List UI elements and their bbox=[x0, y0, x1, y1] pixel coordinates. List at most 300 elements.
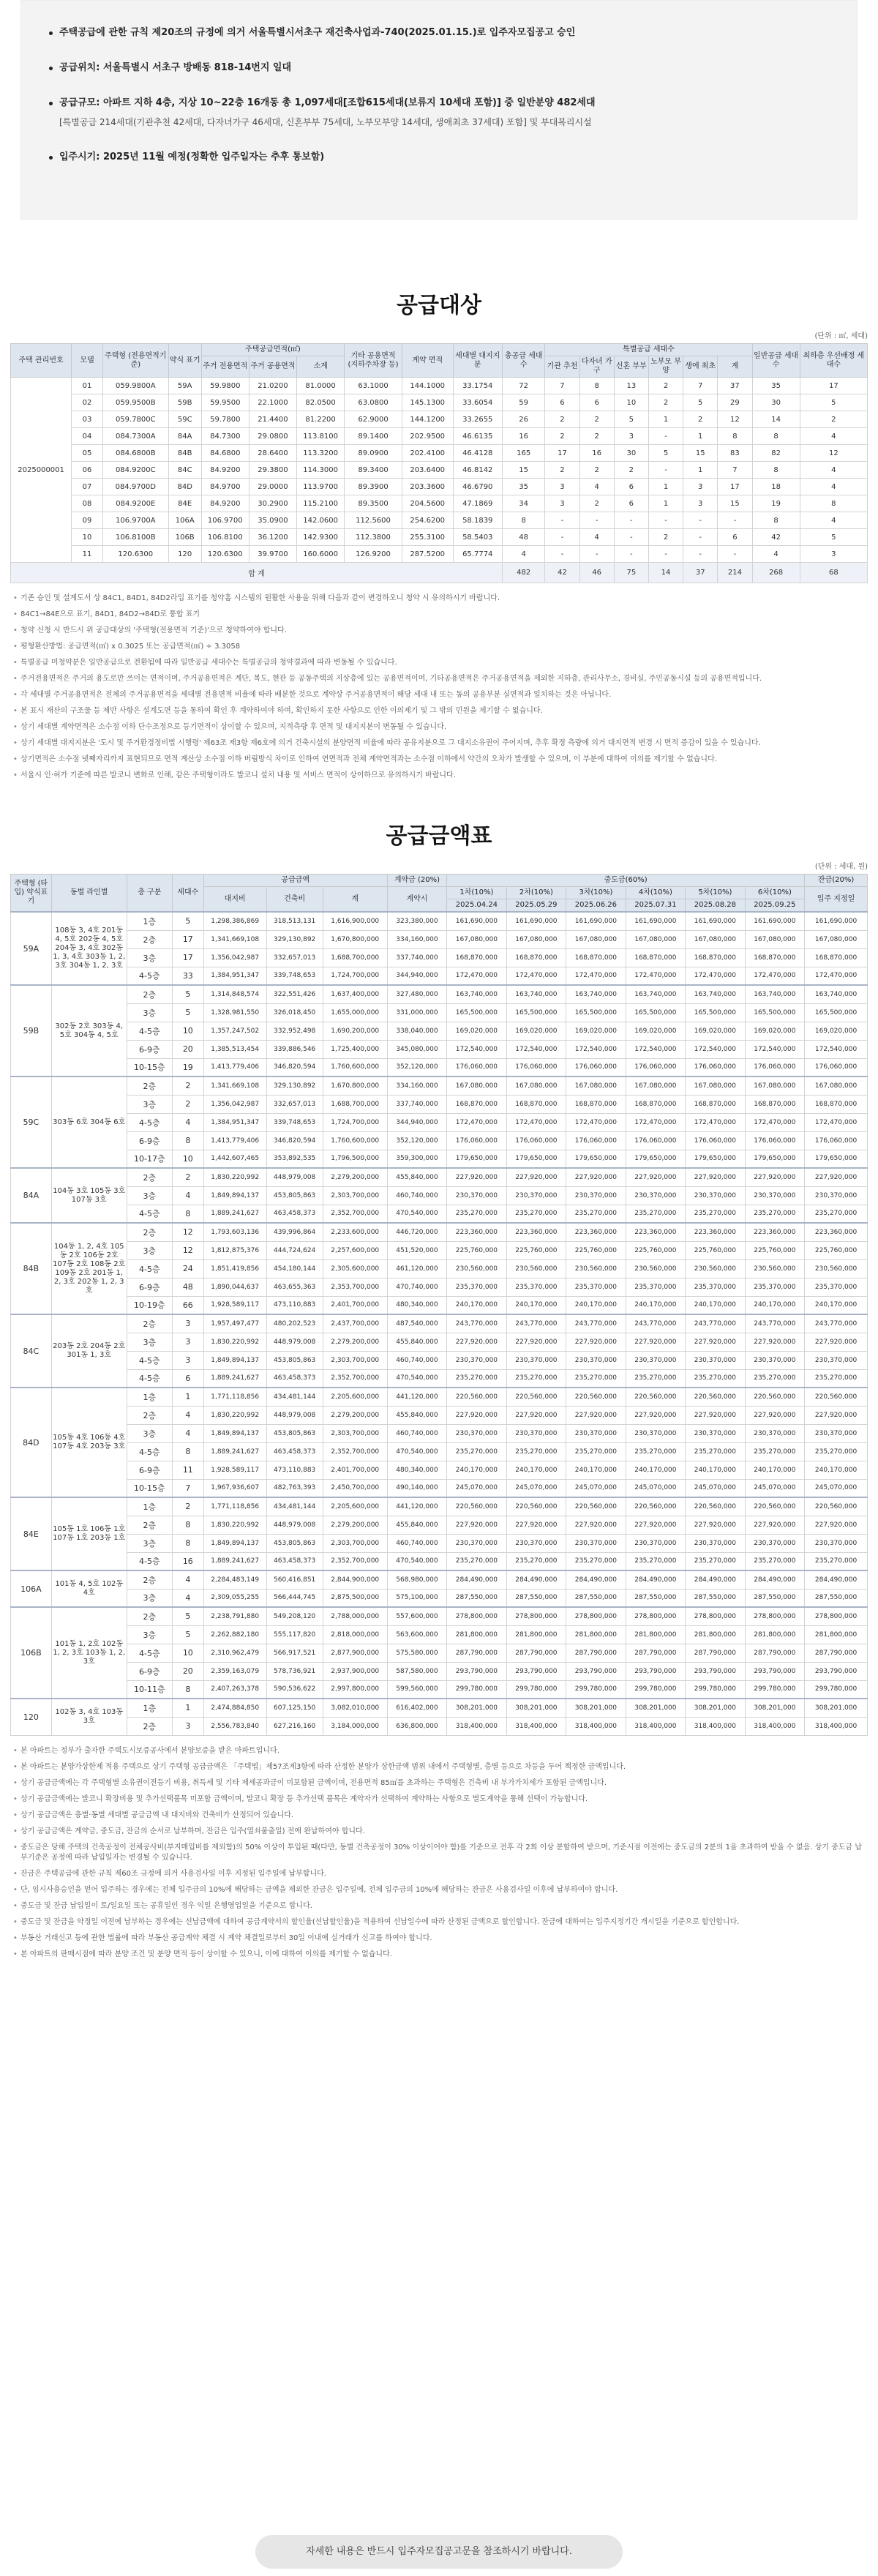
installment-cell: 245,070,000 bbox=[686, 1479, 745, 1497]
installment-cell: 169,020,000 bbox=[447, 1022, 506, 1040]
table-cell: 4 bbox=[579, 479, 614, 495]
installment-cell: 161,690,000 bbox=[447, 912, 506, 930]
table-cell: 1 bbox=[172, 1388, 203, 1406]
table-cell: 473,110,883 bbox=[266, 1296, 323, 1314]
installment-cell: 299,780,000 bbox=[626, 1680, 685, 1699]
table-cell: 4-5층 bbox=[127, 1552, 172, 1570]
table-cell: 15 bbox=[502, 462, 544, 479]
table-cell: 126.9200 bbox=[345, 546, 402, 563]
installment-cell: 235,370,000 bbox=[506, 1278, 566, 1296]
table-cell: 115.2100 bbox=[297, 495, 345, 512]
table-cell: 454,180,144 bbox=[266, 1259, 323, 1278]
col-building: 건축비 bbox=[266, 887, 323, 913]
table-cell: 1,849,894,137 bbox=[203, 1534, 266, 1552]
table-row bbox=[11, 1479, 868, 1497]
installment-cell: 284,490,000 bbox=[566, 1570, 626, 1589]
table-cell: 2,401,700,000 bbox=[323, 1461, 387, 1479]
table-cell: 18 bbox=[752, 479, 800, 495]
installment-cell: 230,370,000 bbox=[745, 1534, 805, 1552]
installment-cell: 243,770,000 bbox=[745, 1314, 805, 1333]
installment-cell: 168,870,000 bbox=[686, 948, 745, 967]
table-cell: 4 bbox=[579, 529, 614, 546]
dong-cell: 203동 2호 204동 2호 301동 1, 3호 bbox=[51, 1314, 127, 1388]
installment-cell: 287,790,000 bbox=[805, 1644, 868, 1662]
table-cell: 1,760,600,000 bbox=[323, 1131, 387, 1150]
installment-cell: 176,060,000 bbox=[506, 1131, 566, 1150]
table-cell: 2 bbox=[172, 1077, 203, 1095]
installment-cell: 287,790,000 bbox=[686, 1644, 745, 1662]
table-row bbox=[11, 1625, 868, 1644]
installment-cell: 245,070,000 bbox=[805, 1479, 868, 1497]
table-cell: 144.1200 bbox=[402, 411, 453, 428]
col-mid-date-5: 2025.08.28 bbox=[686, 899, 745, 913]
installment-cell: 235,370,000 bbox=[566, 1278, 626, 1296]
table-cell: 1,830,220,992 bbox=[203, 1406, 266, 1424]
installment-cell: 235,270,000 bbox=[805, 1369, 868, 1388]
table-row bbox=[11, 1644, 868, 1662]
table-cell: 568,980,000 bbox=[387, 1570, 446, 1589]
col-mid-date-6: 2025.09.25 bbox=[745, 899, 805, 913]
table-cell: - bbox=[614, 512, 648, 529]
installment-cell: 230,370,000 bbox=[506, 1351, 566, 1369]
table-cell: 4 bbox=[172, 1186, 203, 1205]
installment-cell: 240,170,000 bbox=[686, 1461, 745, 1479]
installment-cell: 293,790,000 bbox=[686, 1662, 745, 1680]
installment-cell: 220,560,000 bbox=[745, 1497, 805, 1516]
table-cell: 470,540,000 bbox=[387, 1552, 446, 1570]
installment-cell: 220,560,000 bbox=[686, 1497, 745, 1516]
footer-notice: 자세한 내용은 반드시 입주자모집공고문을 참조하시기 바랍니다. bbox=[255, 2535, 623, 2569]
table-cell: 463,458,373 bbox=[266, 1442, 323, 1461]
table-cell: 3 bbox=[683, 495, 718, 512]
table-cell: 4 bbox=[172, 1406, 203, 1424]
installment-cell: 167,080,000 bbox=[686, 930, 745, 948]
installment-cell: 161,690,000 bbox=[805, 912, 868, 930]
table-cell: 470,540,000 bbox=[387, 1442, 446, 1461]
table-cell: - bbox=[545, 512, 579, 529]
installment-cell: 227,920,000 bbox=[805, 1333, 868, 1351]
table-cell: 33.1754 bbox=[453, 378, 502, 394]
table-row bbox=[11, 1680, 868, 1699]
installment-cell: 284,490,000 bbox=[686, 1570, 745, 1589]
installment-cell: 245,070,000 bbox=[566, 1479, 626, 1497]
table-cell: 059.7800C bbox=[102, 411, 168, 428]
table-cell: 4 bbox=[502, 546, 544, 563]
installment-cell: 227,920,000 bbox=[745, 1516, 805, 1534]
table-cell: 2,205,600,000 bbox=[323, 1388, 387, 1406]
table-cell: 2,875,500,000 bbox=[323, 1589, 387, 1607]
table-cell: 2층 bbox=[127, 930, 172, 948]
table-cell: 120.6300 bbox=[201, 546, 249, 563]
table-cell: 05 bbox=[72, 445, 103, 462]
table-cell: 2,303,700,000 bbox=[323, 1424, 387, 1442]
col-dong: 동별 라인별 bbox=[51, 875, 127, 913]
installment-cell: 299,780,000 bbox=[447, 1680, 506, 1699]
table-cell: 453,805,863 bbox=[266, 1534, 323, 1552]
installment-cell: 245,070,000 bbox=[447, 1479, 506, 1497]
table-cell: 46.8142 bbox=[453, 462, 502, 479]
installment-cell: 235,270,000 bbox=[447, 1369, 506, 1388]
table-cell: 2,401,700,000 bbox=[323, 1296, 387, 1314]
table-cell: 480,340,000 bbox=[387, 1461, 446, 1479]
installment-cell: 163,740,000 bbox=[686, 985, 745, 1003]
table-cell: 1,356,042,987 bbox=[203, 1095, 266, 1113]
table-cell: 8 bbox=[172, 1680, 203, 1699]
installment-cell: 235,370,000 bbox=[626, 1278, 685, 1296]
table-cell: 326,018,450 bbox=[266, 1003, 323, 1022]
note-item: • 84C1→84E으로 표기, 84D1, 84D2→84D로 통합 표기 bbox=[12, 610, 866, 620]
table-cell: 8 bbox=[502, 512, 544, 529]
table-cell: 46.4128 bbox=[453, 445, 502, 462]
table-cell: 1,796,500,000 bbox=[323, 1150, 387, 1168]
table-cell: 332,657,013 bbox=[266, 1095, 323, 1113]
table-cell: 12 bbox=[718, 411, 752, 428]
table-cell: 329,130,892 bbox=[266, 930, 323, 948]
installment-cell: 243,770,000 bbox=[805, 1314, 868, 1333]
table-cell: 6-9층 bbox=[127, 1461, 172, 1479]
table-row bbox=[11, 1113, 868, 1131]
table-cell: 8 bbox=[172, 1205, 203, 1223]
installment-cell: 235,270,000 bbox=[566, 1369, 626, 1388]
installment-cell: 220,560,000 bbox=[447, 1497, 506, 1516]
installment-cell: 220,560,000 bbox=[805, 1497, 868, 1516]
table-cell: 59.9800 bbox=[201, 378, 249, 394]
table-cell: - bbox=[648, 428, 683, 445]
dong-cell: 105동 4호 106동 4호 107동 4호 203동 3호 bbox=[51, 1388, 127, 1497]
table-cell: 83 bbox=[718, 445, 752, 462]
installment-cell: 220,560,000 bbox=[506, 1497, 566, 1516]
table-cell: 5 bbox=[648, 445, 683, 462]
installment-cell: 243,770,000 bbox=[566, 1314, 626, 1333]
table-cell: 1,384,951,347 bbox=[203, 1113, 266, 1131]
table-cell: 04 bbox=[72, 428, 103, 445]
table-row bbox=[11, 1589, 868, 1607]
price-notes bbox=[12, 1746, 866, 1960]
table-cell: 120.6300 bbox=[102, 546, 168, 563]
installment-cell: 220,560,000 bbox=[566, 1388, 626, 1406]
table-cell: 3층 bbox=[127, 1333, 172, 1351]
note-item: • 상기 세대별 대지지분은 '도시 및 주거환경정비법 시행령' 제63조 제3항 제6호에 의거 건축시설의 분양면적 비율에 따라 공유지분으로 그 대지소유권이 주어지며, 추후 확정 측량에 의거 대지면적 변경 시 면적 증감이 있을 수 있습니다. bbox=[12, 738, 866, 749]
table-cell: 5 bbox=[172, 985, 203, 1003]
installment-cell: 179,650,000 bbox=[805, 1150, 868, 1168]
table-cell: 15 bbox=[683, 445, 718, 462]
installment-cell: 278,800,000 bbox=[805, 1607, 868, 1625]
installment-cell: 167,080,000 bbox=[686, 1077, 745, 1095]
table-cell: 2,937,900,000 bbox=[323, 1662, 387, 1680]
col-balance: 입주 지정일 bbox=[805, 887, 868, 913]
table-cell: 3 bbox=[172, 1351, 203, 1369]
table-cell: 6 bbox=[718, 529, 752, 546]
table-cell: 1,889,241,627 bbox=[203, 1205, 266, 1223]
installment-cell: 287,550,000 bbox=[626, 1589, 685, 1607]
table-cell: 2,353,700,000 bbox=[323, 1278, 387, 1296]
table-cell: 07 bbox=[72, 479, 103, 495]
table-row bbox=[11, 1699, 868, 1717]
installment-cell: 227,920,000 bbox=[805, 1406, 868, 1424]
table-cell: 82 bbox=[752, 445, 800, 462]
table-cell: 2,262,882,180 bbox=[203, 1625, 266, 1644]
table-cell: 4-5층 bbox=[127, 1205, 172, 1223]
table-cell: 1,889,241,627 bbox=[203, 1369, 266, 1388]
installment-cell: 293,790,000 bbox=[626, 1662, 685, 1680]
installment-cell: 176,060,000 bbox=[566, 1058, 626, 1077]
installment-cell: 172,470,000 bbox=[805, 1113, 868, 1131]
table-cell: 120 bbox=[168, 546, 201, 563]
installment-cell: 230,370,000 bbox=[745, 1186, 805, 1205]
table-cell: 1,341,669,108 bbox=[203, 1077, 266, 1095]
installment-cell: 235,270,000 bbox=[745, 1442, 805, 1461]
installment-cell: 308,201,000 bbox=[506, 1699, 566, 1717]
price-unit: (단위 : 세대, 원) bbox=[814, 863, 868, 871]
table-cell: 89.3900 bbox=[345, 479, 402, 495]
installment-cell: 235,270,000 bbox=[745, 1552, 805, 1570]
col-mid-date-3: 2025.06.26 bbox=[566, 899, 626, 913]
table-cell: 480,202,523 bbox=[266, 1314, 323, 1333]
installment-cell: 176,060,000 bbox=[686, 1058, 745, 1077]
table-cell: 5 bbox=[172, 912, 203, 930]
installment-cell: 227,920,000 bbox=[626, 1168, 685, 1186]
table-cell: 84A bbox=[168, 428, 201, 445]
col-deposit: 계약시 bbox=[387, 887, 446, 913]
table-cell: 203.6400 bbox=[402, 462, 453, 479]
table-cell: 11 bbox=[72, 546, 103, 563]
installment-cell: 223,360,000 bbox=[745, 1223, 805, 1241]
table-row bbox=[11, 411, 868, 428]
installment-cell: 243,770,000 bbox=[506, 1314, 566, 1333]
table-cell: 29 bbox=[718, 394, 752, 411]
table-cell: 3 bbox=[172, 1717, 203, 1735]
table-cell: 1,849,894,137 bbox=[203, 1186, 266, 1205]
table-cell: 59C bbox=[168, 411, 201, 428]
col-mid-2: 2차(10%) bbox=[506, 887, 566, 899]
table-cell: - bbox=[718, 512, 752, 529]
table-cell: 4-5층 bbox=[127, 1351, 172, 1369]
table-cell: 48 bbox=[172, 1278, 203, 1296]
table-row bbox=[11, 378, 868, 394]
table-cell: 3,082,010,000 bbox=[323, 1699, 387, 1717]
table-cell: 463,458,373 bbox=[266, 1552, 323, 1570]
table-row bbox=[11, 1424, 868, 1442]
table-cell: 16 bbox=[172, 1552, 203, 1570]
table-cell: 1,928,589,117 bbox=[203, 1461, 266, 1479]
table-cell: 84B bbox=[168, 445, 201, 462]
installment-cell: 235,270,000 bbox=[566, 1442, 626, 1461]
table-cell: 2,877,900,000 bbox=[323, 1644, 387, 1662]
table-cell: 112.3800 bbox=[345, 529, 402, 546]
table-cell: 463,458,373 bbox=[266, 1369, 323, 1388]
installment-cell: 235,270,000 bbox=[686, 1442, 745, 1461]
table-cell: 3층 bbox=[127, 1534, 172, 1552]
table-cell: 10-19층 bbox=[127, 1296, 172, 1314]
table-cell: 2,309,055,255 bbox=[203, 1589, 266, 1607]
table-cell: 2,844,900,000 bbox=[323, 1570, 387, 1589]
note-item: • 기존 승인 및 설계도서 상 84C1, 84D1, 84D2라입 표기를 청약홈 시스템의 원활한 사용을 위해 다음과 같이 변경하오니 청약 시 유의하시기 바랍니다. bbox=[12, 594, 866, 604]
installment-cell: 168,870,000 bbox=[506, 1095, 566, 1113]
col-common: 주거 공용면적 bbox=[249, 356, 296, 378]
table-cell: 144.1000 bbox=[402, 378, 453, 394]
installment-cell: 176,060,000 bbox=[805, 1131, 868, 1150]
table-cell: 19 bbox=[752, 495, 800, 512]
table-cell: 455,840,000 bbox=[387, 1168, 446, 1186]
table-cell: 84.7300 bbox=[201, 428, 249, 445]
total-cell: 214 bbox=[718, 563, 752, 583]
installment-cell: 172,470,000 bbox=[626, 1113, 685, 1131]
installment-cell: 240,170,000 bbox=[506, 1461, 566, 1479]
installment-cell: 167,080,000 bbox=[506, 1077, 566, 1095]
table-cell: 084.6800B bbox=[102, 445, 168, 462]
table-cell: 453,805,863 bbox=[266, 1424, 323, 1442]
table-cell: 345,080,000 bbox=[387, 1040, 446, 1058]
table-cell: 5 bbox=[614, 411, 648, 428]
installment-cell: 165,500,000 bbox=[686, 1003, 745, 1022]
table-cell: 1,967,936,607 bbox=[203, 1479, 266, 1497]
table-cell: 1,812,875,376 bbox=[203, 1241, 266, 1259]
note-item: • 상기 공급금액은 계약금, 중도금, 잔금의 순서로 납부하며, 잔금은 입주(열쇠불출일) 전에 완납하여야 합니다. bbox=[12, 1827, 866, 1837]
table-cell: 7 bbox=[172, 1479, 203, 1497]
installment-cell: 227,920,000 bbox=[566, 1168, 626, 1186]
table-cell: 8 bbox=[752, 462, 800, 479]
table-cell: 352,120,000 bbox=[387, 1131, 446, 1150]
col-first: 생애 최초 bbox=[683, 356, 718, 378]
table-cell: 339,748,653 bbox=[266, 967, 323, 985]
installment-cell: 163,740,000 bbox=[626, 985, 685, 1003]
table-cell: 10 bbox=[172, 1150, 203, 1168]
table-row bbox=[11, 1369, 868, 1388]
installment-cell: 235,270,000 bbox=[626, 1552, 685, 1570]
installment-cell: 230,370,000 bbox=[745, 1424, 805, 1442]
table-cell: 352,120,000 bbox=[387, 1058, 446, 1077]
dong-cell: 302동 2호 303동 4, 5호 304동 4, 5호 bbox=[51, 985, 127, 1077]
table-cell: - bbox=[579, 512, 614, 529]
installment-cell: 225,760,000 bbox=[626, 1241, 685, 1259]
col-abbr: 약식 표기 bbox=[168, 344, 201, 378]
table-cell: 4 bbox=[800, 479, 867, 495]
installment-cell: 287,550,000 bbox=[566, 1589, 626, 1607]
installment-cell: 235,270,000 bbox=[626, 1205, 685, 1223]
installment-cell: 168,870,000 bbox=[566, 1095, 626, 1113]
table-cell: 323,380,000 bbox=[387, 912, 446, 930]
table-cell: 4-5층 bbox=[127, 967, 172, 985]
table-cell: 337,740,000 bbox=[387, 1095, 446, 1113]
installment-cell: 318,400,000 bbox=[626, 1717, 685, 1735]
table-cell: 318,513,131 bbox=[266, 912, 323, 930]
note-item: • 평형환산방법: 공급면적(㎡) x 0.3025 또는 공급면적(㎡) ÷ 3.3058 bbox=[12, 642, 866, 652]
note-item: • 각 세대별 주거공용면적은 전체의 주거공용면적을 세대별 전용면적 비율에 따라 배분한 것으로 계약상 주거공용면적이 해당 세대 내 또는 동의 공용부분 실면적과 일치하는 것은 아닙니다. bbox=[12, 690, 866, 700]
table-cell: 84.9200 bbox=[201, 495, 249, 512]
installment-cell: 318,400,000 bbox=[805, 1717, 868, 1735]
table-cell: 1,889,241,627 bbox=[203, 1552, 266, 1570]
table-cell: 490,140,000 bbox=[387, 1479, 446, 1497]
table-cell: 3층 bbox=[127, 1589, 172, 1607]
installment-cell: 230,370,000 bbox=[686, 1424, 745, 1442]
installment-cell: 287,550,000 bbox=[805, 1589, 868, 1607]
table-cell: 463,458,373 bbox=[266, 1205, 323, 1223]
table-cell: 084.9200E bbox=[102, 495, 168, 512]
table-cell: 7 bbox=[545, 378, 579, 394]
table-cell: 3 bbox=[800, 546, 867, 563]
installment-cell: 284,490,000 bbox=[626, 1570, 685, 1589]
total-cell: 14 bbox=[648, 563, 683, 583]
notice-text: 공급규모: 아파트 지하 4층, 지상 10~22층 16개동 총 1,097세대[조합615세대(보류지 10세대 포함)] 중 일반분양 482세대 bbox=[59, 97, 596, 108]
dong-cell: 108동 3, 4호 201동 4, 5호 202동 4, 5호 204동 3, 4호 302동 1, 3, 4호 303동 1, 2, 3호 304동 1, 2, 3호 bbox=[51, 912, 127, 985]
table-cell: 2,205,600,000 bbox=[323, 1497, 387, 1516]
col-model: 모델 bbox=[72, 344, 103, 378]
installment-cell: 168,870,000 bbox=[805, 1095, 868, 1113]
table-cell: 084.9700D bbox=[102, 479, 168, 495]
table-cell: 337,740,000 bbox=[387, 948, 446, 967]
table-cell: 2 bbox=[545, 428, 579, 445]
type-cell: 59A bbox=[11, 912, 52, 985]
installment-cell: 172,470,000 bbox=[686, 967, 745, 985]
table-cell: 35 bbox=[502, 479, 544, 495]
installment-cell: 230,370,000 bbox=[447, 1424, 506, 1442]
table-cell: 84.6800 bbox=[201, 445, 249, 462]
table-cell: 2 bbox=[648, 394, 683, 411]
table-cell: 17 bbox=[172, 930, 203, 948]
installment-cell: 245,070,000 bbox=[626, 1479, 685, 1497]
table-cell: 2,997,800,000 bbox=[323, 1680, 387, 1699]
type-cell: 106A bbox=[11, 1570, 52, 1607]
table-cell: 2,310,962,479 bbox=[203, 1644, 266, 1662]
table-cell: 59.7800 bbox=[201, 411, 249, 428]
installment-cell: 165,500,000 bbox=[506, 1003, 566, 1022]
installment-cell: 287,790,000 bbox=[745, 1644, 805, 1662]
table-cell: 20 bbox=[172, 1040, 203, 1058]
table-cell: 3 bbox=[545, 479, 579, 495]
table-cell: 13 bbox=[614, 378, 648, 394]
table-cell: 106B bbox=[168, 529, 201, 546]
installment-cell: 230,370,000 bbox=[805, 1351, 868, 1369]
col-exclusive: 주거 전용면적 bbox=[201, 356, 249, 378]
table-row bbox=[11, 1534, 868, 1552]
table-cell: 2,279,200,000 bbox=[323, 1168, 387, 1186]
note-item: • 주거전용면적은 주거의 용도로만 쓰이는 면적이며, 주거공용면적은 계단, 복도, 현관 등 공동주택의 지상층에 있는 공용면적이며, 기타공용면적은 주거공용면적을 제외한 지하층, 관리사무소, 경비실, 주민공동시설 등의 공용면적입니다. bbox=[12, 674, 866, 684]
installment-cell: 172,470,000 bbox=[447, 1113, 506, 1131]
table-cell: 2,352,700,000 bbox=[323, 1369, 387, 1388]
installment-cell: 230,370,000 bbox=[686, 1186, 745, 1205]
col-mid-3: 3차(10%) bbox=[566, 887, 626, 899]
installment-cell: 318,400,000 bbox=[447, 1717, 506, 1735]
installment-cell: 230,560,000 bbox=[566, 1259, 626, 1278]
table-cell: 2 bbox=[648, 529, 683, 546]
table-cell: 113.8100 bbox=[297, 428, 345, 445]
installment-cell: 227,920,000 bbox=[686, 1406, 745, 1424]
note-item: • 본 아파트는 정부가 출자한 주택도시보증공사에서 분양보증을 받은 아파트입니다. bbox=[12, 1746, 866, 1756]
table-cell: 1,760,600,000 bbox=[323, 1058, 387, 1077]
table-cell: 334,160,000 bbox=[387, 930, 446, 948]
installment-cell: 240,170,000 bbox=[566, 1296, 626, 1314]
total-cell: 37 bbox=[683, 563, 718, 583]
installment-cell: 172,540,000 bbox=[686, 1040, 745, 1058]
type-cell: 120 bbox=[11, 1699, 52, 1735]
installment-cell: 227,920,000 bbox=[566, 1516, 626, 1534]
table-row bbox=[11, 1241, 868, 1259]
installment-cell: 161,690,000 bbox=[566, 912, 626, 930]
installment-cell: 235,270,000 bbox=[447, 1552, 506, 1570]
installment-cell: 161,690,000 bbox=[506, 912, 566, 930]
table-cell: 17 bbox=[718, 479, 752, 495]
price-title: 공급금액표 bbox=[386, 823, 492, 849]
installment-cell: 308,201,000 bbox=[805, 1699, 868, 1717]
type-cell: 84E bbox=[11, 1497, 52, 1570]
notice-text: 입주시기: 2025년 11월 예정(정확한 입주일자는 추후 통보함) bbox=[59, 151, 325, 162]
table-cell: 5 bbox=[683, 394, 718, 411]
table-cell: 448,979,008 bbox=[266, 1333, 323, 1351]
installment-cell: 308,201,000 bbox=[447, 1699, 506, 1717]
installment-cell: 172,540,000 bbox=[626, 1040, 685, 1058]
table-cell: 6 bbox=[614, 479, 648, 495]
installment-cell: 235,270,000 bbox=[626, 1369, 685, 1388]
